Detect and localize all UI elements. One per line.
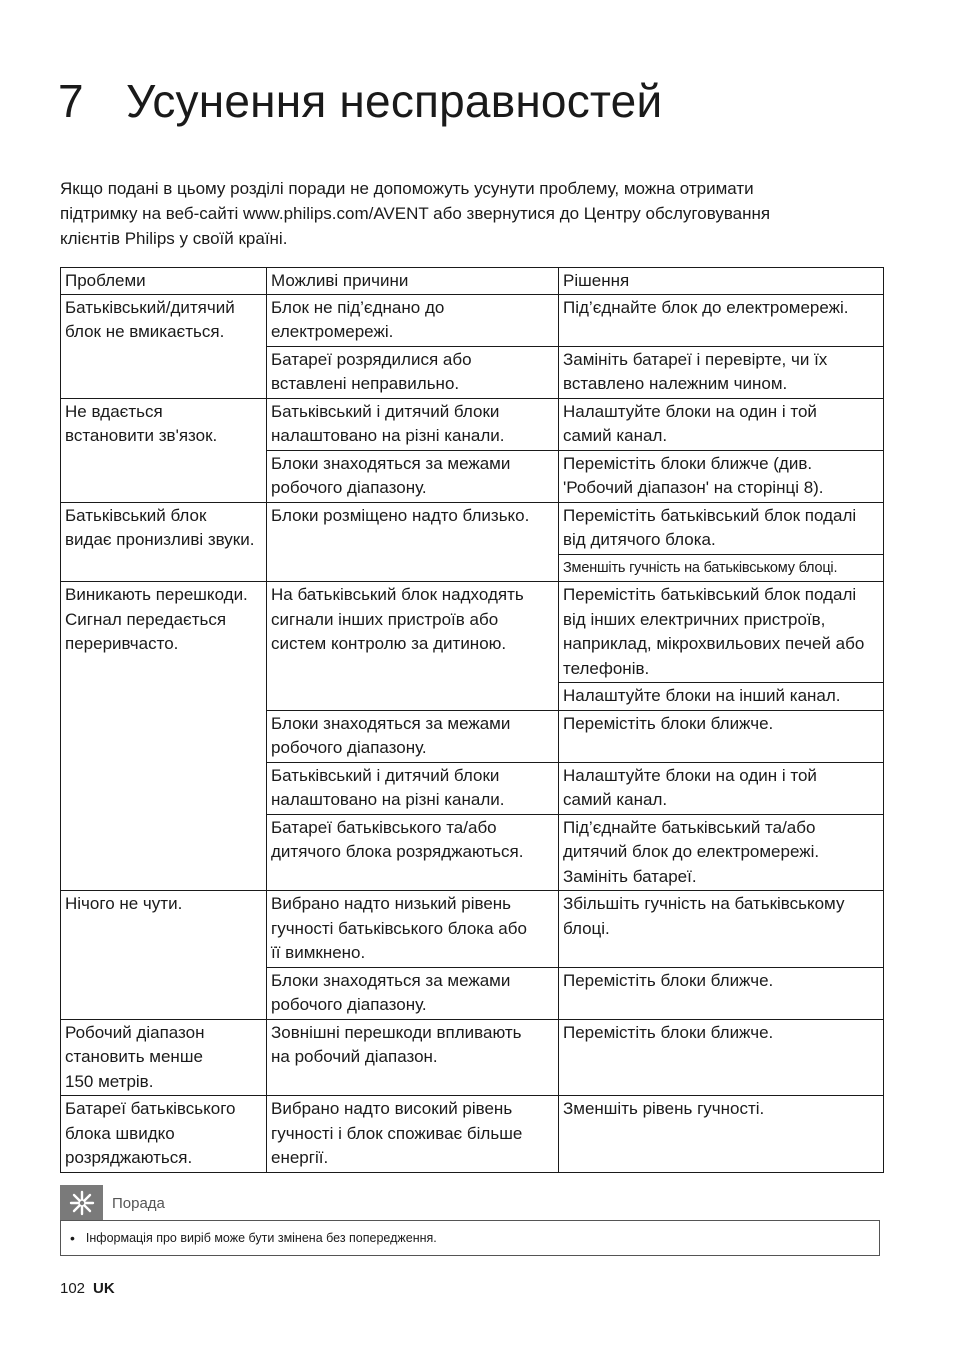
cause-line: Блоки знаходяться за межами [271, 713, 511, 733]
problem-cell [61, 398, 267, 502]
solution-cell [559, 710, 884, 762]
problem-cell [61, 891, 267, 1020]
cause-line: налаштовано на різні канали. [271, 790, 505, 809]
page-number: 102 [60, 1280, 86, 1297]
problem-cell [61, 502, 267, 582]
problem-line: Нічого не чути. [65, 894, 183, 913]
intro-line: підтримку на веб-сайті www.philips.com/AVENT або звернутися до Центру обслуговування [60, 204, 771, 223]
cause-line: вставлені неправильно. [271, 374, 460, 393]
problem-line: Виникають перешкоди. [65, 585, 248, 604]
cause-line: робочого діапазону. [271, 995, 427, 1014]
cause-line: Зовнішні перешкоди впливають [271, 1022, 522, 1042]
cause-line: Блок не під’єднано до [271, 297, 445, 317]
table-row [61, 1019, 884, 1096]
cause-cell [267, 582, 559, 711]
solution-cell [559, 1096, 884, 1173]
solution-cell [559, 891, 884, 968]
problem-line: блока швидко [65, 1123, 175, 1143]
problem-line: Робочий діапазон [65, 1022, 205, 1042]
cause-cell [267, 762, 559, 814]
problem-line: Батьківський блок [65, 505, 207, 525]
cause-line: на робочий діапазон. [271, 1047, 438, 1066]
table-body [61, 294, 884, 1172]
table-row [61, 502, 884, 554]
solution-line: Зменшіть гучність на батьківському блоці. [563, 559, 838, 576]
solution-line: самий канал. [563, 426, 668, 445]
solution-line: телефонів. [563, 658, 650, 678]
cause-line: систем контролю за дитиною. [271, 634, 507, 653]
cause-cell [267, 710, 559, 762]
tip-label: Порада [112, 1194, 165, 1212]
solution-cell [559, 814, 884, 891]
table-row [61, 1096, 884, 1173]
cause-line: сигнали інших пристроїв або [271, 609, 499, 629]
cause-cell [267, 398, 559, 450]
header-causes: Можливі причини [267, 268, 559, 295]
header-solutions: Рішення [559, 268, 884, 295]
cause-line: Батьківський і дитячий блоки [271, 401, 500, 421]
solution-line: Перемістіть блоки ближче (див. [563, 453, 813, 473]
table-row [61, 582, 884, 683]
problem-line: блок не вмикається. [65, 322, 225, 341]
tip-box [60, 1220, 880, 1256]
cause-line: гучності і блок споживає більше [271, 1123, 523, 1143]
problem-cell [61, 1019, 267, 1096]
cause-line: Блоки знаходяться за межами [271, 453, 511, 473]
intro-line: клієнтів Philips у своїй країні. [60, 229, 288, 248]
problem-cell [61, 294, 267, 398]
table-row [61, 891, 884, 968]
cause-cell [267, 502, 559, 582]
language-code: UK [93, 1280, 115, 1297]
cause-line: Батьківський і дитячий блоки [271, 765, 500, 785]
cause-line: електромережі. [271, 322, 394, 341]
solution-line: Налаштуйте блоки на один і той [563, 765, 817, 785]
solution-line: Перемістіть блоки ближче. [563, 1022, 774, 1042]
solution-cell [559, 450, 884, 502]
tip-header [60, 1185, 165, 1221]
problem-cell [61, 1096, 267, 1173]
cause-cell [267, 814, 559, 891]
problem-line: переривчасто. [65, 634, 179, 653]
solution-cell [559, 762, 884, 814]
solution-cell [559, 582, 884, 683]
solution-line: блоці. [563, 918, 610, 938]
page-footer [60, 1280, 115, 1297]
problem-line: Сигнал передається [65, 609, 227, 629]
solution-line: Перемістіть блоки ближче. [563, 713, 774, 733]
problem-line: 150 метрів. [65, 1071, 154, 1091]
solution-line: Перемістіть батьківський блок подалі [563, 585, 857, 604]
cause-line: гучності батьківського блока або [271, 918, 527, 938]
asterisk-flower-icon [60, 1185, 103, 1221]
solution-cell [559, 683, 884, 711]
table-row [61, 294, 884, 346]
problem-line: Батьківський/дитячий [65, 297, 235, 317]
troubleshooting-table [60, 267, 884, 1173]
cause-cell [267, 346, 559, 398]
solution-line: Зменшіть рівень гучності. [563, 1099, 765, 1118]
solution-line: Замініть батареї. [563, 866, 697, 886]
problem-line: встановити зв'язок. [65, 426, 218, 445]
problem-line: Батареї батьківського [65, 1099, 236, 1118]
solution-cell [559, 554, 884, 582]
cause-cell [267, 891, 559, 968]
table-header-row [61, 268, 884, 295]
solution-cell [559, 1019, 884, 1096]
solution-line: Перемістіть блоки ближче. [563, 970, 774, 990]
cause-line: робочого діапазону. [271, 478, 427, 497]
cause-line: робочого діапазону. [271, 738, 427, 757]
solution-cell [559, 398, 884, 450]
solution-cell [559, 294, 884, 346]
cause-line: її вимкнено. [271, 943, 366, 962]
bullet: • [70, 1230, 75, 1246]
cause-cell [267, 294, 559, 346]
solution-line: від дитячого блока. [563, 530, 716, 549]
cause-line: дитячого блока розряджаються. [271, 842, 524, 861]
solution-line: 'Робочий діапазон' на сторінці 8). [563, 478, 824, 497]
solution-line: Замініть батареї і перевірте, чи їх [563, 349, 828, 369]
solution-line: від інших електричних пристроїв, [563, 609, 826, 629]
problem-line: становить менше [65, 1047, 203, 1066]
solution-line: Перемістіть батьківський блок подалі [563, 505, 857, 525]
cause-line: Батареї батьківського та/або [271, 817, 497, 837]
solution-line: дитячий блок до електромережі. [563, 842, 820, 861]
tip-text: Інформація про виріб може бути змінена без попередження. [85, 1231, 437, 1245]
intro-line: Якщо подані в цьому розділі поради не допоможуть усунути проблему, можна отримати [60, 179, 754, 198]
solution-cell [559, 502, 884, 554]
solution-line: наприклад, мікрохвильових печей або [563, 634, 865, 653]
cause-line: Блоки знаходяться за межами [271, 970, 511, 990]
cause-line: На батьківський блок надходять [271, 585, 524, 604]
solution-line: Налаштуйте блоки на один і той [563, 401, 817, 421]
problem-line: видає пронизливі звуки. [65, 530, 255, 549]
cause-line: Вибрано надто низький рівень [271, 894, 512, 913]
header-problems: Проблеми [61, 268, 267, 295]
cause-line: енергії. [271, 1148, 329, 1167]
cause-cell [267, 1096, 559, 1173]
table-row [61, 398, 884, 450]
cause-cell [267, 967, 559, 1019]
cause-cell [267, 1019, 559, 1096]
problem-cell [61, 582, 267, 891]
chapter-title: Усунення несправностей [126, 75, 663, 127]
solution-line: Під’єднайте батьківський та/або [563, 817, 816, 837]
problem-line: Не вдається [65, 401, 163, 421]
solution-cell [559, 346, 884, 398]
solution-cell [559, 967, 884, 1019]
intro-paragraph [60, 176, 860, 251]
solution-line: Збільшіть гучність на батьківському [563, 894, 845, 913]
problem-line: розряджаються. [65, 1148, 193, 1167]
cause-line: Блоки розміщено надто близько. [271, 505, 530, 525]
cause-line: Батареї розрядилися або [271, 349, 472, 369]
cause-line: Вибрано надто високий рівень [271, 1099, 513, 1118]
cause-line: налаштовано на різні канали. [271, 426, 505, 445]
page-title [58, 74, 662, 128]
solution-line: вставлено належним чином. [563, 374, 788, 393]
solution-line: Налаштуйте блоки на інший канал. [563, 686, 841, 705]
solution-line: самий канал. [563, 790, 668, 809]
solution-line: Під’єднайте блок до електромережі. [563, 297, 849, 317]
chapter-number: 7 [58, 75, 84, 127]
cause-cell [267, 450, 559, 502]
